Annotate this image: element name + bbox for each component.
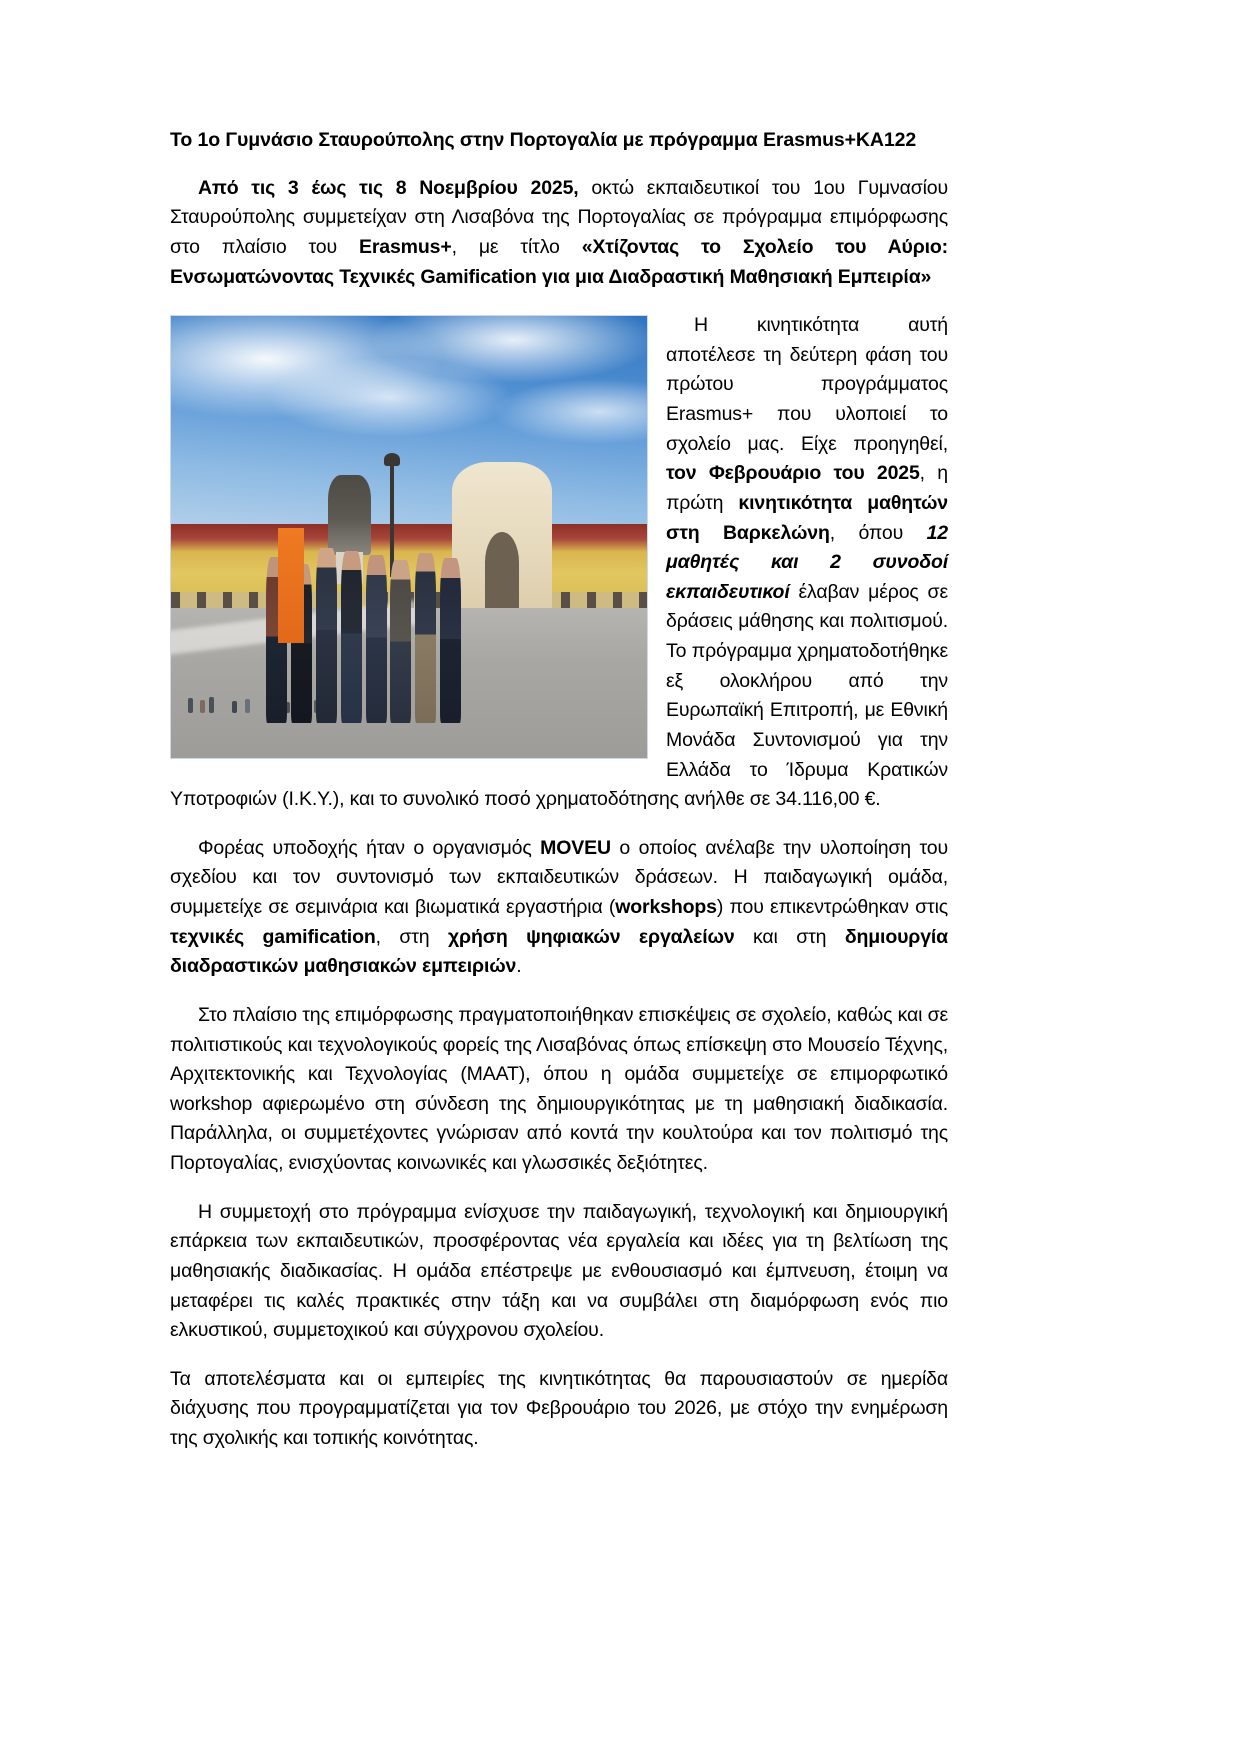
paragraph-outcomes: Η συμμετοχή στο πρόγραμμα ενίσχυσε την παιδαγωγική, τεχνολογική και δημιουργική επάρκεια των εκπαιδευτικών, προσφέροντας νέα εργαλεία και ιδέες για τη βελτίωση της μαθησιακής διαδικασίας. Η ομάδα επέστρεψε με ενθουσιασμό και έμπνευση, έτοιμη να μεταφέρει τις καλές πρακτικές στην τάξη και να συμβάλει στη διαμόρφωση ενός πιο ελκυστικού, συμμετοχικού και σύγχρονου σχολείου. <box>170 1200 948 1342</box>
barcelona-mobility-bold: κινητικότητα μαθητών στη Βαρκελώνη <box>666 491 948 544</box>
page-title: Το 1ο Γυμνάσιο Σταυρούπολης στην Πορτογαλία με πρόγραμμα Erasmus+KA122 <box>170 129 917 151</box>
person <box>366 555 387 723</box>
course-title-bold: «Χτίζοντας το Σχολείο του Αύριο: Ενσωματώνοντας Τεχνικές Gamification για μια Διαδραστική Μαθησιακή Εμπειρία» <box>170 235 948 288</box>
host-text-1: Φορέας υποδοχής ήταν ο οργανισμός <box>198 836 541 859</box>
person <box>440 558 461 722</box>
mobility-text-3: , όπου <box>829 521 927 544</box>
interactive-experiences-bold: δημιουργία διαδραστικών μαθησιακών εμπειριών <box>170 925 948 978</box>
host-text-6: . <box>516 955 522 978</box>
photo-sky <box>171 316 647 555</box>
intro-text-1: οκτώ εκπαιδευτικοί του 1ου Γυμνασίου Σταυρούπολης συμμετείχαν στη Λισαβόνα της Πορτογαλίας σε πρόγραμμα επιμόρφωσης στο πλαίσιο του <box>170 176 948 258</box>
pedestrian <box>200 700 205 713</box>
february-2025-bold: τον Φεβρουάριο του 2025 <box>666 462 920 485</box>
host-text-4: , στη <box>375 925 448 948</box>
person <box>390 560 411 723</box>
mobility-text-2: , η πρώτη <box>666 462 948 514</box>
paragraph-host-organisation <box>170 834 948 982</box>
photo-orange-bag <box>278 528 304 643</box>
paragraph-visits: Στο πλαίσιο της επιμόρφωσης πραγματοποιήθηκαν επισκέψεις σε σχολείο, καθώς και σε πολιτιστικούς και τεχνολογικούς φορείς της Λισαβόνας όπως επίσκεψη στο Μουσείο Τέχνης, Αρχιτεκτονικής και Τεχνολογίας (MAAT), όπου η ομάδα συμμετείχε σε επιμορφωτικό workshop αφιερωμένο στη σύνδεση της δημιουργικότητας με τη μαθησιακή διαδικασία. Παράλληλα, οι συμμετέχοντες γνώρισαν από κοντά την κουλτούρα και τον πολιτισμό της Πορτογαλίας, ενισχύοντας κοινωνικές και γλωσσικές δεξιότητες. <box>170 1003 948 1175</box>
paragraph-mobility <box>170 311 948 815</box>
pedestrian <box>232 701 237 713</box>
moveu-bold: MOVEU <box>540 836 611 859</box>
host-text-3: ) που επικεντρώθηκαν στις <box>716 896 948 919</box>
pedestrian <box>188 698 193 713</box>
mobility-text-1: Η κινητικότητα αυτή αποτέλεσε τη δεύτερη φάση του πρώτου προγράμματος Erasmus+ που υλοποιεί το σχολείο μας. Είχε προηγηθεί, <box>666 314 948 455</box>
digital-tools-bold: χρήση ψηφιακών εργαλείων <box>447 925 735 948</box>
document-body <box>170 128 948 1473</box>
host-text-5: και στη <box>734 925 845 948</box>
group-photo-figure <box>170 315 648 759</box>
paragraph-intro <box>170 174 948 293</box>
host-text-2: ο οποίος ανέλαβε την υλοποίηση του σχεδίου και τον συντονισμό των εκπαιδευτικών δράσεων. Η παιδαγωγική ομάδα, συμμετείχε σε σεμινάρια και βιωματικά εργαστήρια ( <box>170 836 948 919</box>
paragraph-dissemination: Τα αποτελέσματα και οι εμπειρίες της κινητικότητας θα παρουσιαστούν σε ημερίδα διάχυσης που προγραμματίζεται για τον Φεβρουάριο του 2026, με στόχο την ενημέρωση της σχολικής και τοπικής κοινότητας. <box>170 1367 948 1450</box>
person <box>415 553 436 723</box>
participants-count-bolditalic: 12 μαθητές και 2 συνοδοί εκπαιδευτικοί <box>666 521 948 603</box>
pedestrian <box>209 697 214 713</box>
intro-text-2: , με τίτλο <box>451 235 582 258</box>
photo-teacher-group <box>266 546 542 723</box>
date-range-bold: Από τις 3 έως τις 8 Νοεμβρίου 2025, <box>198 176 579 199</box>
mobility-text-4: έλαβαν μέρος σε δράσεις μάθησης και πολιτισμού. Το πρόγραμμα χρηματοδοτήθηκε εξ ολοκλήρου από την Ευρωπαϊκή Επιτροπή, με Εθνική Μονάδα Συντονισμού για την Ελλάδα το Ίδρυμα Κρατικών Υποτροφιών (Ι.Κ.Υ.), και το συνολικό ποσό χρηματοδότησης ανήλθε σε 34.116,00 €. <box>170 580 948 811</box>
erasmus-label: Erasmus+ <box>358 235 452 258</box>
person <box>341 551 362 722</box>
pedestrian <box>245 699 250 713</box>
photo-equestrian-statue <box>328 475 371 555</box>
workshops-bold: workshops <box>615 896 717 919</box>
gamification-techniques-bold: τεχνικές gamification <box>170 925 376 948</box>
person <box>316 548 337 723</box>
